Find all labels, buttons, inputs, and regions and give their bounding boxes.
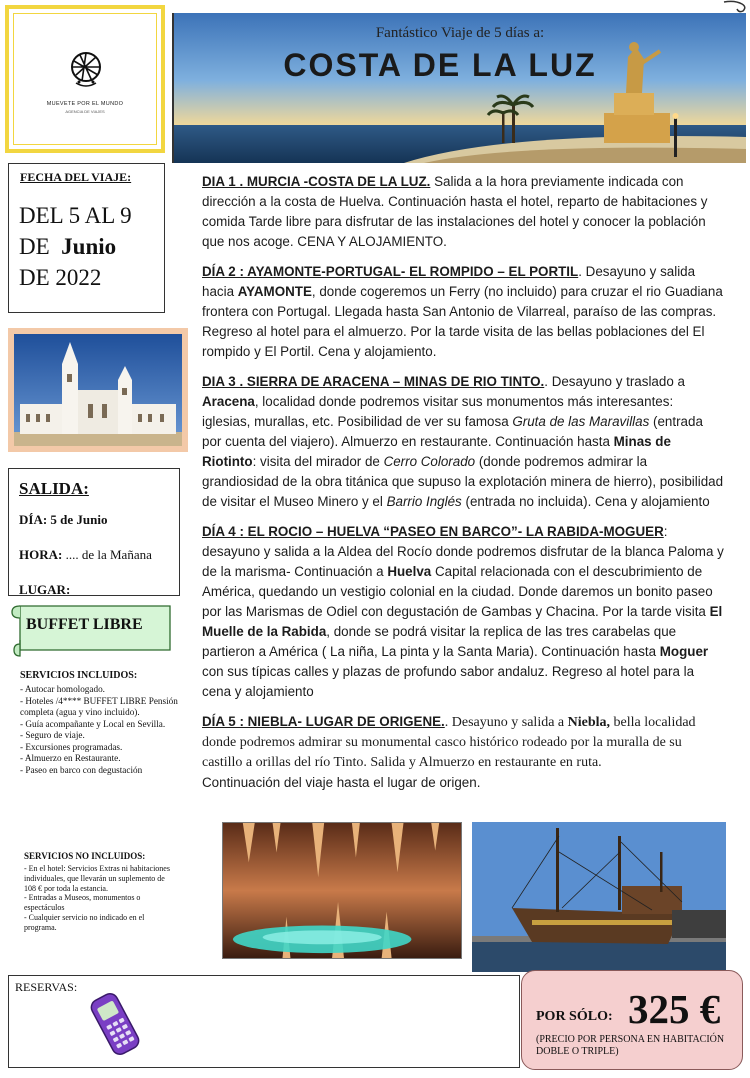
day-3-italic: Barrio Inglés xyxy=(386,494,462,509)
itinerary xyxy=(202,172,724,804)
included-services-list xyxy=(20,684,180,776)
list-item: - Entradas a Museos, monumentos o espectáculos xyxy=(24,893,141,913)
excluded-services-title: SERVICIOS NO INCLUIDOS: xyxy=(24,851,146,861)
day-2-title: DÍA 2 : AYAMONTE-PORTUGAL- EL ROMPIDO – EL PORTIL xyxy=(202,264,579,279)
day-3-italic: Gruta de las Maravillas xyxy=(512,414,650,429)
day-3-text: (donde podremos admirar la grandiosidad de la obra titánica que supuso la explotación minera de hierro), posibilidad de visitar el Museo Minero y el xyxy=(202,454,724,509)
list-item: - Seguro de viaje. xyxy=(20,730,85,740)
trip-date-line3: DE 2022 xyxy=(19,265,102,290)
day-3-highlight: Aracena xyxy=(202,394,255,409)
buffet-label: BUFFET LIBRE xyxy=(26,616,143,633)
price-label: POR SÓLO: xyxy=(536,1009,613,1024)
day-5-text: bella localidad donde podremos admirar su monumental casco histórico rodeado por la muralla de su castillo a orillas del río Tinto. Salida y Almuerzo en restaurante en ruta. xyxy=(202,715,696,770)
trip-date-line2 xyxy=(19,231,132,262)
trip-date-box xyxy=(8,163,165,313)
day-3-text: (entrada no incluida). Cena y alojamiento xyxy=(461,494,710,509)
price-box xyxy=(521,970,743,1070)
list-item: - Paseo en barco con degustación xyxy=(20,764,143,775)
day-3-italic: Cerro Colorado xyxy=(383,454,476,469)
day-3-text: (entrada por cuenta del viajero). Almuerzo en restaurante. Continuación hasta xyxy=(202,414,703,449)
day-4-title: DÍA 4 : EL ROCIO – HUELVA “PASEO EN BARCO”- LA RABIDA-MOGUER xyxy=(202,524,664,539)
day-4-text: con sus típicas calles y plazas de profundo sabor andaluz. Regreso al hotel para la cena y alojamiento xyxy=(202,664,695,699)
itinerary-day-2 xyxy=(202,262,724,362)
departure-day: DÍA: 5 de Junio xyxy=(19,512,108,527)
itinerary-day-4 xyxy=(202,522,724,702)
reservations-label: RESERVAS: xyxy=(15,980,78,994)
day-4-text: : desayuno y salida a la Aldea del Rocío donde podremos disfrutar de la blanca Paloma y de la marisma- Continuación a xyxy=(202,524,724,579)
day-1-text: Salida a la hora previamente indicada con dirección a la costa de Huelva. Continuación hasta el hotel, reparto de habitaciones y comida Tarde libre para disfrutar de las instalaciones del hotel y conocer la población que nos acoge. CENA Y ALOJAMIENTO. xyxy=(202,174,708,249)
day-4-highlight: Moguer xyxy=(659,644,709,659)
logo-box xyxy=(5,5,165,153)
list-item: - Almuerzo en Restaurante. xyxy=(20,753,121,763)
day-5-title: DÍA 5 : NIEBLA- LUGAR DE ORIGENE. xyxy=(202,714,445,729)
day-4-highlight: Huelva xyxy=(387,564,432,579)
itinerary-day-1 xyxy=(202,172,724,252)
trip-date-line1: DEL 5 AL 9 xyxy=(19,203,132,228)
list-item: - Cualquier servicio no indicado en el programa. xyxy=(24,912,145,932)
globe-logo-icon xyxy=(66,49,106,93)
list-item: - Excursiones programadas. xyxy=(20,741,123,752)
church-photo xyxy=(14,334,182,446)
departure-place: LUGAR: xyxy=(19,582,71,597)
included-services-title: SERVICIOS INCLUIDOS: xyxy=(20,670,138,681)
day-4-text: Capital relacionada con el descubrimiento de América, quedando un vestigio colonial en la ciudad. Donde daremos un bonito paseo por las Marismas de Odiel con degustación de Gambas y Chacina. Por la tarde visita xyxy=(202,564,713,619)
buffet-banner xyxy=(10,600,178,658)
day-3-text: . Desayuno y traslado a xyxy=(544,374,685,389)
day-3-text: : visita del mirador de xyxy=(252,454,384,469)
trip-date-label: FECHA DEL VIAJE: xyxy=(20,170,132,184)
departure-time-value: .... de la Mañana xyxy=(65,547,152,562)
price-note: (PRECIO POR PERSONA EN HABITACIÓN DOBLE O TRIPLE) xyxy=(536,1034,725,1057)
day-5-text: . Desayuno y salida a xyxy=(444,715,568,730)
reservations-box xyxy=(8,975,520,1068)
day-2-highlight: AYAMONTE xyxy=(237,284,312,299)
excluded-services-list xyxy=(24,864,174,933)
day-4-highlight: El Muelle de la Rabida xyxy=(202,604,723,639)
church-photo-frame xyxy=(8,328,188,452)
list-item: - Autocar homologado. xyxy=(20,684,105,694)
banner xyxy=(172,13,746,163)
departure-time-label: HORA: xyxy=(19,547,66,562)
itinerary-day-5 xyxy=(202,712,724,794)
day-5-text: Continuación del viaje hasta el lugar de origen. xyxy=(202,775,481,790)
scroll-curl-icon xyxy=(722,0,748,14)
caravel-ship-photo xyxy=(472,822,726,972)
logo-brand-text: MUEVETE POR EL MUNDO xyxy=(46,101,124,107)
departure-label: SALIDA: xyxy=(19,479,89,498)
logo-sub-text: AGENCIA DE VIAJES xyxy=(65,109,105,114)
list-item: - Guía acompañante y Local en Sevilla. xyxy=(20,718,166,729)
departure-time xyxy=(19,546,152,563)
trip-date-line2-prefix: DE xyxy=(19,234,56,259)
trip-date-text xyxy=(19,200,132,293)
banner-title: COSTA DE LA LUZ xyxy=(283,47,597,83)
mobile-phone-icon xyxy=(79,990,151,1058)
day-4-text: , donde se podrá visitar la replica de las tres carabelas que partieron a América ( La niña, La pinta y la Santa Maria). Continuación hasta xyxy=(202,624,677,659)
day-3-title: DIA 3 . SIERRA DE ARACENA – MINAS DE RIO TINTO. xyxy=(202,374,545,389)
trip-date-month: Junio xyxy=(61,234,117,259)
list-item: - En el hotel: Servicios Extras ni habitaciones individuales, que llevarán un suplemento de 108 € por toda la estancia. xyxy=(24,864,170,893)
departure-box xyxy=(8,468,180,596)
price-value: 325 € xyxy=(628,986,721,1032)
cave-photo xyxy=(222,822,462,959)
list-item: - Hoteles /4**** BUFFET LIBRE Pensión completa (agua y vino incluido). xyxy=(20,695,178,717)
banner-subtitle: Fantástico Viaje de 5 días a: xyxy=(375,25,545,41)
day-3-highlight: Minas de Riotinto xyxy=(202,434,671,469)
day-3-text: , localidad donde podremos visitar sus monumentos más interesantes: iglesias, murallas, etc. Posibilidad de ver su famosa xyxy=(202,394,674,429)
day-2-text: . Desayuno y salida hacia xyxy=(202,264,696,299)
day-2-text: , donde cogeremos un Ferry (no incluido) para cruzar el rio Guadiana frontera con Portugal. Llegada hasta San Antonio de Vilarreal, paraíso de las compras. Regreso al hotel para el almuerzo. Por la tarde visita de las bellas poblaciones del El rompido y El Portil. Cena y alojamiento. xyxy=(202,284,723,359)
itinerary-day-3 xyxy=(202,372,724,512)
day-5-highlight: Niebla, xyxy=(567,715,611,730)
day-1-title: DIA 1 . MURCIA -COSTA DE LA LUZ. xyxy=(202,174,431,189)
